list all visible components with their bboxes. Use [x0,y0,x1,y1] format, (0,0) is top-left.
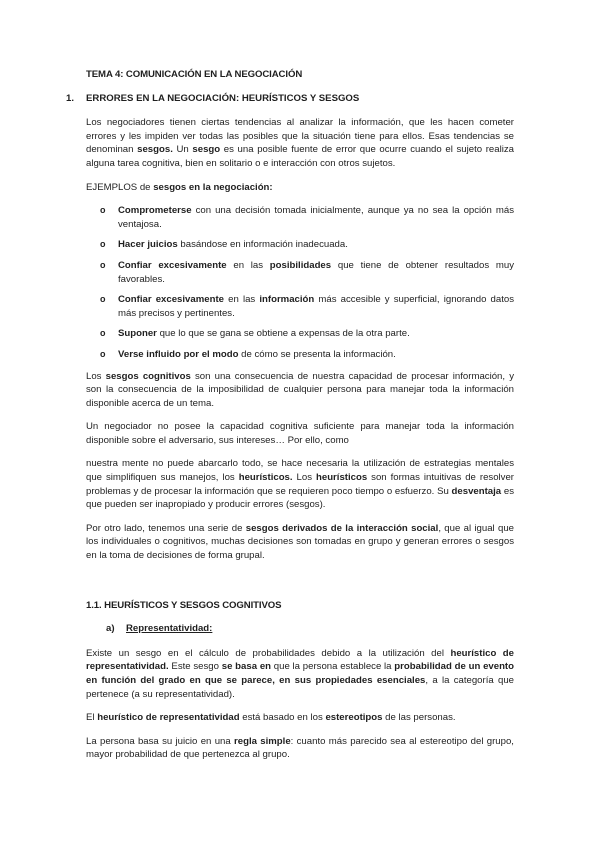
text-run: : [269,181,273,193]
text-run: Existe un sesgo en el cálculo de probabilidades debido a la utilización del [86,647,451,659]
list-item [86,293,514,320]
section-heading [66,92,514,106]
spacer [86,573,514,599]
text-run: son formas intuitivas de resolver problemas y de procesar la información que se requieren poco tiempo o esfuerzo. Su [86,472,514,497]
subsection-heading: 1.1. HEURÍSTICOS Y SESGOS COGNITIVOS [86,599,282,611]
examples-label [86,181,514,195]
bullet-icon: o [100,294,106,305]
bold-term: desventaja [451,485,502,497]
bold-term: heurístico de representatividad [97,712,240,724]
paragraph-representativeness [86,647,514,701]
bold-term: heurísticos [316,472,368,484]
text-run: basándose en información inadecuada. [177,239,348,251]
subsubsection-letter: a) [106,623,115,635]
bold-term: sesgos derivados de la interacción social [245,522,439,534]
text-run: Un [172,144,193,156]
bold-term: Confiar excesivamente [118,294,224,306]
bold-term: Confiar excesivamente [118,259,227,271]
bullet-icon: o [100,348,106,359]
text-run: Por otro lado, tenemos una serie de [86,522,246,534]
paragraph-social-biases [86,522,514,563]
bullet-icon: o [100,239,106,250]
document-title: TEMA 4: COMUNICACIÓN EN LA NEGOCIACIÓN [86,69,303,80]
text-run: , que al igual que los individuales o cognitivos, muchas decisiones son tomadas en grupo y generan errores o sesgos en la toma de decisiones de forma grupal. [86,522,514,562]
paragraph-simple-rule [86,735,514,762]
subsubsection-title: Representatividad: [126,623,213,635]
text-run: que lo que se gana se obtiene a expensas de la otra parte. [156,328,410,340]
text-run: en las [226,259,270,271]
bullet-icon: o [100,259,106,270]
bold-term: sesgos. [137,144,173,156]
section-title: ERRORES EN LA NEGOCIACIÓN: HEURÍSTICOS Y SESGOS [86,92,360,104]
text-run: La persona basa su juicio en una [86,735,235,747]
text-run: son una consecuencia de nuestra capacidad de procesar información, y son la consecuencia de la imposibilidad de cualquier persona para manejar toda la información disponible acerca de un tema. [86,370,514,409]
paragraph-intro [86,116,514,170]
list-item [86,204,514,231]
list-item [86,327,514,341]
text-run: Este sesgo [168,661,222,673]
bold-term: estereotipos [325,712,383,724]
bold-term: Suponer [118,328,157,340]
bold-term: sesgo [192,144,221,156]
list-item [86,348,514,362]
bold-term: Hacer juicios [118,239,178,251]
bold-term: sesgos en la negociación [153,181,270,193]
bold-term: probabilidad de un evento en función del grado en que se parece, en sus propiedades esenciales [86,661,514,686]
text-run: Los [292,472,316,484]
paragraph-stereotypes [86,711,514,725]
text-run: con una decisión tomada inicialmente, aunque ya no sea la opción más ventajosa. [118,205,514,230]
bold-term: sesgos cognitivos [105,370,191,382]
paragraph-negotiator-capacity: Un negociador no posee la capacidad cognitiva suficiente para manejar toda la información disponible sobre el adversario, sus intereses… Por ello, como [86,421,514,446]
bold-term: Comprometerse [118,205,192,217]
bold-term: información [259,294,315,306]
text-run: está basado en los [239,712,326,724]
bullet-icon: o [100,328,106,339]
paragraph-cognitive-biases [86,370,514,411]
bold-term: se basa en [221,661,272,673]
text-run: es una posible fuente de error que ocurre cuando el sujeto realiza alguna tarea cognitiva, bien en solitario o e interacción con otros sujetos. [86,144,514,169]
subsubsection-heading [106,622,514,636]
text-run: nuestra mente no puede abarcarlo todo, se hace necesaria la utilización de estrategias mentales que simplifiquen sus manejos, los [86,458,514,484]
section-number: 1. [66,92,75,104]
text-run: EJEMPLOS de [86,181,154,193]
text-run: , a la categoría que pertenece (a su representatividad). [86,675,515,700]
text-run: El [86,712,98,724]
text-run: Los negociadores tienen ciertas tendencias al analizar la información, que les hacen cometer errores y les impiden ver todas las posibles que la situación tiene para ellos. Esas tendencias se denominan [86,117,514,156]
bold-term: regla simple [234,735,291,747]
text-run: que la persona establece la [271,661,395,673]
text-run: de las personas. [382,712,456,724]
list-item [86,238,514,252]
text-run: de cómo se presenta la información. [238,348,396,360]
list-item [86,259,514,286]
text-run: es que pueden ser inapropiado y producir errores (sesgos). [86,485,514,511]
bold-term: Verse influido por el modo [118,348,239,360]
text-run: más accesible y superficial, ignorando datos más precisos y pertinentes. [118,294,515,319]
paragraph-heuristics [86,457,514,511]
bold-term: heurísticos. [238,472,293,484]
examples-list [86,204,514,361]
bullet-icon: o [100,205,106,216]
document-body [66,68,515,772]
text-run: Los [86,370,106,382]
bold-term: heurístico de representatividad. [86,647,514,673]
text-run: que tiene de obtener resultados muy favorables. [118,259,515,285]
bold-term: posibilidades [269,259,332,271]
text-run: en las [224,294,260,306]
text-run: : cuanto más parecido sea al estereotipo del grupo, mayor probabilidad de que pertenezca al grupo. [86,735,514,761]
